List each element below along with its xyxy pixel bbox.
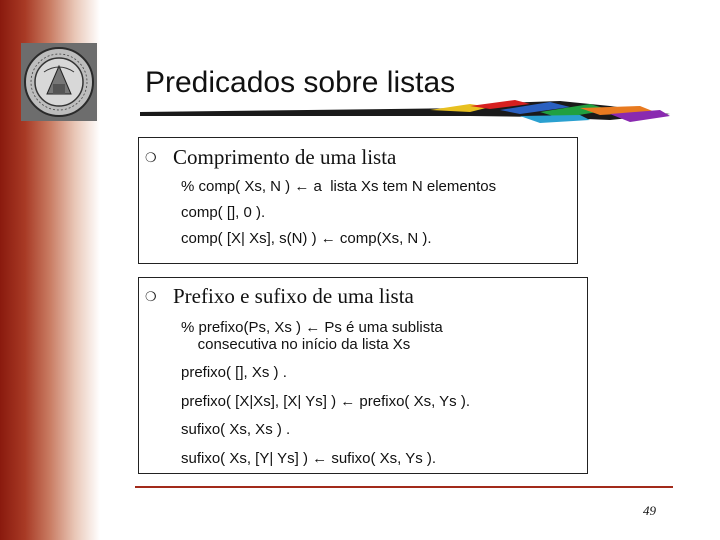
code-line: comp( [], 0 ). <box>181 204 266 221</box>
section-heading: Prefixo e sufixo de uma lista <box>173 284 414 308</box>
university-seal-icon <box>20 42 98 122</box>
code-line: comp( [X| Xs], s(N) ) ← comp(Xs, N ). <box>181 230 432 247</box>
title-brush-underline <box>140 98 670 128</box>
section-heading: Comprimento de uma lista <box>173 145 397 169</box>
code-line: prefixo( [X|Xs], [X| Ys] ) ← prefixo( Xs, Ys ). <box>181 393 470 410</box>
section-comprimento <box>138 137 578 264</box>
code-line: % prefixo(Ps, Xs ) ← Ps é uma sublista <box>181 319 443 336</box>
section-prefixo-sufixo <box>138 277 588 474</box>
code-line: prefixo( [], Xs ) . <box>181 364 287 381</box>
code-line: % comp( Xs, N ) ← a lista Xs tem N elementos <box>181 178 497 195</box>
slide-title: Predicados sobre listas <box>145 66 456 99</box>
bullet-icon: ❍ <box>145 290 157 305</box>
code-line: sufixo( Xs, [Y| Ys] ) ← sufixo( Xs, Ys ). <box>181 450 437 467</box>
page-number: 49 <box>643 503 656 518</box>
code-line: consecutiva no início da lista Xs <box>181 336 411 353</box>
footer-divider <box>135 486 673 488</box>
code-line: sufixo( Xs, Xs ) . <box>181 421 291 438</box>
bullet-icon: ❍ <box>145 151 157 166</box>
